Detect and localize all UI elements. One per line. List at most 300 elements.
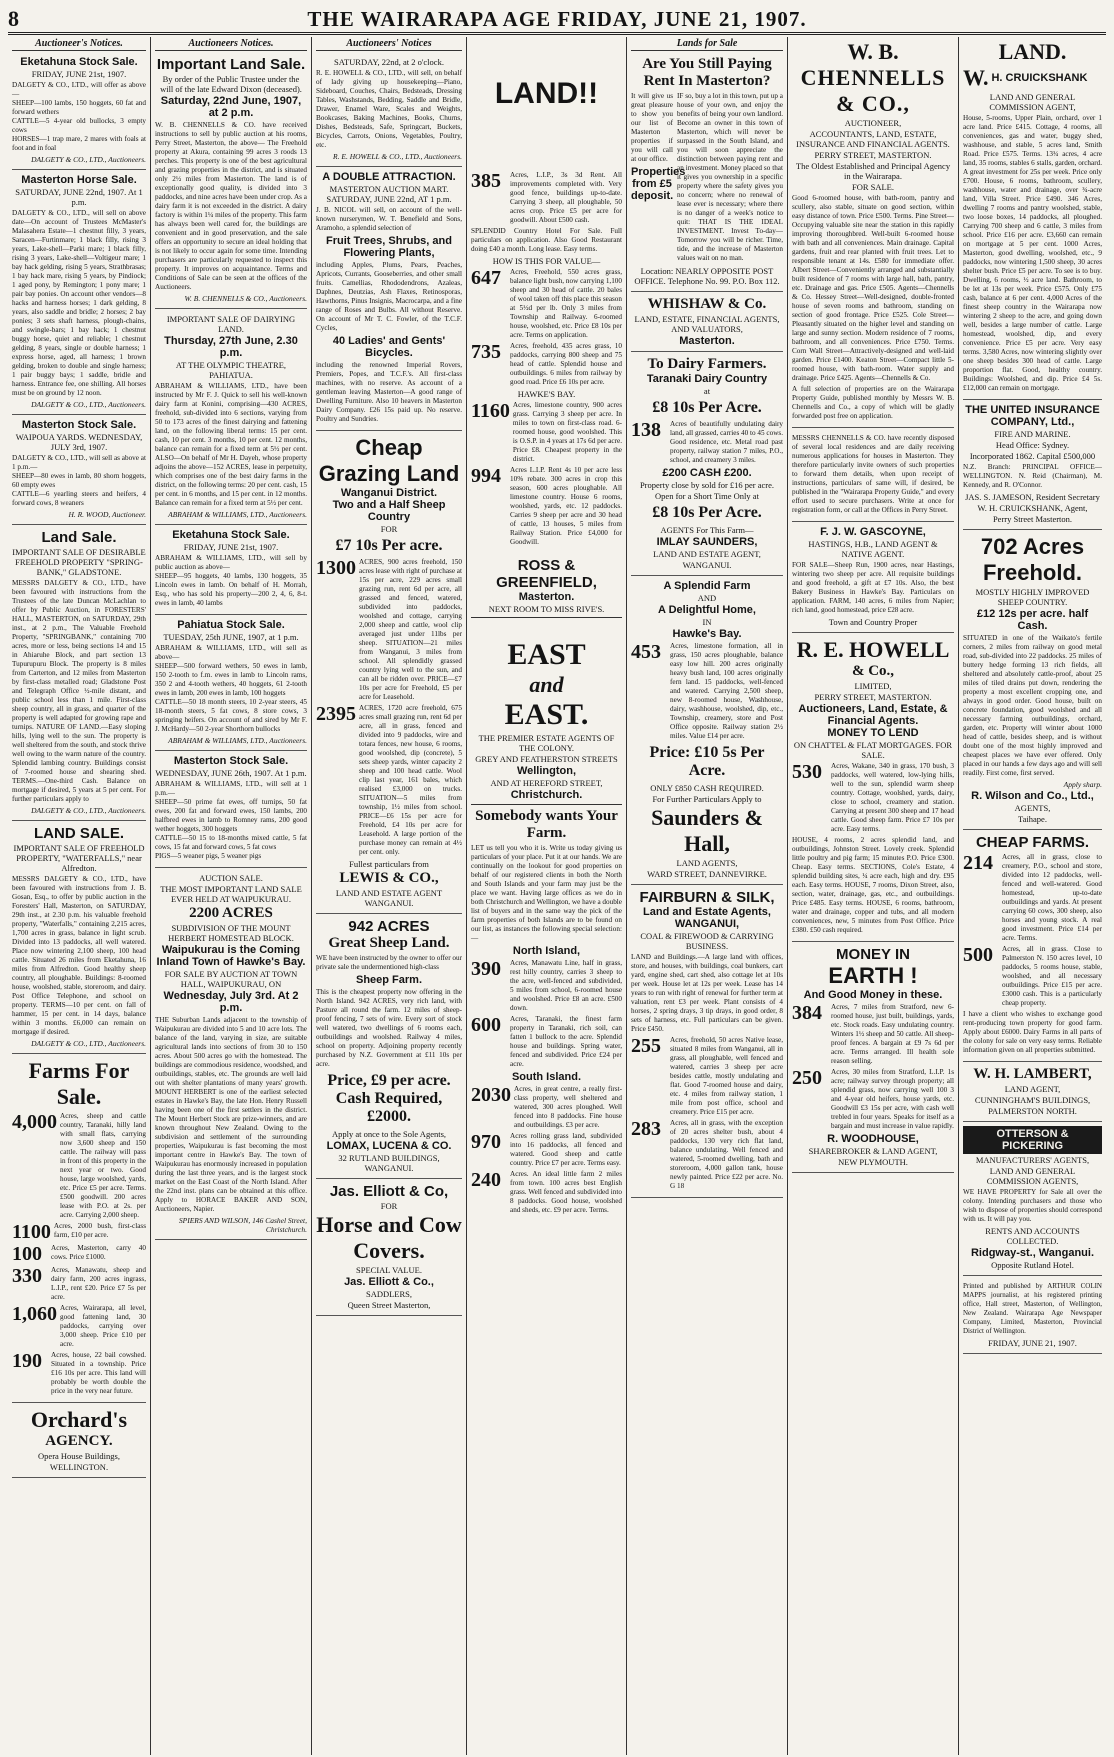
lot-number: 283	[631, 1118, 661, 1140]
ad-acres: 2200 ACRES	[189, 905, 273, 921]
ad-date: FRIDAY, JUNE 21st, 1907.	[31, 69, 127, 79]
ad-body: DALGETY & CO., LTD., will offer as above— SHEEP—100 lambs, 150 hoggets, 60 fat and forward wethers CATTLE—5 4-year old bullocks, 3 empty cows HORSES—1 trap mare, 2 mares with foals at foot and in foal	[12, 81, 146, 152]
ad-headline: Are You Still Paying Rent In Masterton?	[642, 56, 772, 89]
lot-number: 500	[963, 944, 993, 966]
ad-subhead-2: SUBDIVISION OF THE MOUNT HERBERT HOMESTEAD BLOCK.	[168, 923, 294, 943]
divider	[471, 617, 622, 618]
lot-text: Acres, L.I.P., 3s 3d Rent. All improvements completed with. Very good fence, buildings up-to-date. Carrying 3 sheep, all ploughable, 50 acres crop. Price £5 per acre for goodwill. About £500 cash.	[510, 171, 622, 224]
ad-body: ABRAHAM & WILLIAMS, LTD., have been instructed by Mr F. J. Quick to sell his well-known dairy farm at Konini, comprising—430 ACRES, freehold, sub-divided into 6 sections, varying from 50 to 173 acres of the finest dairying and fattening land, on the following liberal terms: 15 per cent. cash, 10 per cent. 3 months, 10 per cent. 12 months, balance can remain for a fixed term at 5½ per cent. ALSO—On behalf of Mr H. Dayeh, whose property adjoins the above—152 ACRES, lease in perpetuity, which comprises one of the best dairy farms in the district, on the following terms: 20 per cent. cash, 15 per cent. in 6 months, and 15 per cent. in 12 months. Balance can remain for a fixed term at 5½ per cent.	[155, 382, 307, 507]
list-item	[12, 1351, 146, 1396]
ad-headline: R. E. HOWELL	[796, 637, 950, 662]
ad-and: AND	[697, 593, 717, 603]
column-1	[8, 37, 151, 1755]
ad-body: ABRAHAM & WILLIAMS, LTD., will sell as above— SHEEP—500 forward wethers, 50 ewes in lamb, 150 2-tooth to f.m. ewes in lamb to Lincoln rams, 350 2 and 4-tooth wethers, 40 hoggets, 61 2-tooth ewes in lamb, 200 ewes in lamb, 100 hoggets CATTLE—50 18 month steers, 10 2-year steers, 45 18-month steers, 5 fat cows, 8 store cows, 3 springing heifers. On account of and sired by Mr F. J. McHardy—50 2-year Shorthorn bullocks	[155, 644, 307, 733]
lot-text: Acres. An ideal little farm 2 miles from town. 100 acres best English grass. Well fenced and subdivided into 8 paddocks. Good house, woolshed and sheds, etc. £9 per acre. Terms.	[510, 1170, 622, 1214]
lot-number: 735	[471, 341, 501, 363]
ad-address: Ridgway-st., Wanganui.	[970, 1247, 1095, 1259]
lot-text: Acres, 30 miles from Stratford, L.I.P. 1s acre; railway survey through property; all splendid grass, now carrying well 100 3 and 4-year old heifers, house yards, etc. Goodwill £3 15s per acre, with cash well trebled in four years. Speaks for itself as a bargain and must increase in value rapidly.	[831, 1068, 954, 1130]
ad-rents: RENTS AND ACCOUNTS COLLECTED.	[985, 1226, 1080, 1246]
ad-important-land-sale	[155, 54, 307, 309]
ad-double-attraction	[316, 169, 462, 431]
ad-body: WE HAVE PROPERTY for Sale all over the colony. Intending purchasers and those who wish to dispose of properties should correspond with us. It will pay you.	[963, 1188, 1102, 1223]
ad-agent: DALGETY & CO., LTD., Auctioneers.	[31, 400, 146, 409]
ad-name: H. CRUICKSHANK	[991, 72, 1088, 84]
ad-subhead: LIMITED,	[854, 681, 892, 691]
ad-headline: Masterton Stock Sale.	[173, 755, 289, 767]
ad-body: IF so, buy a lot in this town, put up a house of your own, and enjoy the benefits of being your own landlord. Become an owner in this town of Masterton, which will never be surpassed in the South Island, and you will soon appreciate the distinction between paying rent and an investment. Money placed so that it gives you ownership in a specific property where the safety gives you no concern; where no renewal of lease ever is necessary; where there is no danger of a week's notice to quit: THAT IS THE IDEAL INVESTMENT. Invest To-day—Tomorrow you will be richer. Time, tide, and the increase of Masterton values wait on no man.	[677, 92, 783, 262]
lot-number: 970	[471, 1131, 501, 1153]
lot-number: 1160	[471, 400, 510, 422]
ad-subhead: THE MOST IMPORTANT LAND SALE EVER HELD AT WAIPUKURAU.	[160, 884, 302, 904]
ad-headline: Jas. Elliott & Co,	[329, 1183, 449, 1200]
ad-body-3: including the renowned Imperial Rovers, Premiers, Popes, and T.C.F.'s. All first-class machines, with no reserve. As account of a gentleman leaving Masterton—A good range of Dwelling Furniture. Also 10 heavers in Masterton Dairy Company. £26 15s paid up. No reserve. Poultry and Sundries.	[316, 361, 462, 423]
list-item	[471, 1132, 622, 1168]
ad-date: Saturday, 22nd June, 1907, at 2 p.m.	[160, 95, 302, 119]
ad-feature-2: 40 Ladies' and Gents' Bicycles.	[332, 335, 446, 359]
printer-imprint	[963, 1278, 1102, 1354]
lot-text: Acres, limestone formation, all in grass, 150 acres ploughable, balance easy low hill. 200 acres originally heavy bush land, 100 acres originally fern land. 15 paddocks, well-fenced and watered. Carrying 2,500 sheep, new 8-roomed house, Washhouse, dairy, washhouse, woolshed, dip, etc., Township, creamery, store and Post Office opposite. Railway station 2½ miles. Value £14 per acre.	[670, 642, 783, 740]
ad-headline: F. J. W. GASCOYNE,	[820, 526, 926, 538]
lot-text: Acres of beautifully undulating dairy land, all grassed, carries 40 to 45 cows. Good residence, etc. Metal road past property, railway station 7 miles, P.O., school, and creamery 3 miles.	[670, 420, 783, 464]
ad-subhead: LAND, ESTATE, FINANCIAL AGENTS, AND VALUATORS,	[634, 314, 780, 334]
ad-subhead: LAND AND GENERAL COMMISSION AGENT,	[989, 92, 1076, 112]
ad-headline-2: AGENCY.	[45, 1433, 113, 1449]
ad-united-insurance	[963, 402, 1102, 530]
ad-agent: LEWIS & CO.,	[339, 870, 439, 886]
ad-otterson-pickering	[963, 1124, 1102, 1276]
ad-702-acres	[963, 532, 1102, 830]
ad-sidebar	[631, 90, 686, 265]
ad-masterton-stock-sale	[12, 417, 146, 525]
region-heading: HAWKE'S BAY.	[517, 389, 576, 399]
list-item	[471, 171, 622, 225]
ad-headline: 702 Acres Freehold.	[980, 534, 1085, 585]
ad-agent: Saunders & Hall,	[651, 805, 763, 856]
ad-jas-elliott	[316, 1181, 462, 1316]
ad-address: SADDLERS,	[365, 1289, 413, 1299]
section-header: Auctioneer's Notices.	[12, 37, 146, 51]
address-2: AND AT HEREFORD STREET,	[490, 778, 603, 788]
ad-agent: R. E. HOWELL & CO., LTD., Auctioneers.	[333, 152, 462, 161]
ad-agent: SPIERS AND WILSON, 146 Cashel Street, Christchurch.	[178, 1216, 307, 1234]
ad-for: FOR	[380, 524, 398, 534]
ad-town: Masterton.	[679, 335, 735, 347]
ad-note: A full selection of properties are on the Wairarapa Property Guide, published monthly by Messrs W. B. Chennells and Co., a copy of which will be gladly forwarded post free on application.	[792, 385, 954, 420]
lot-text: Acres, 7 miles from Stratford, new 6-roomed house, just built, buildings, yards, etc. Stock roads. Easy undulating country. Winters 1½ sheep and 50 cattle. All sheep-proof fences. A bargain at £9 7s 6d per acre. Terms arranged. Ill health sole reason selling.	[831, 1003, 954, 1065]
ad-942-acres	[316, 916, 462, 1179]
ad-town: WANGANUI.	[682, 560, 732, 570]
address-1: GREY AND FEATHERSTON STREETS	[475, 754, 618, 764]
ad-town: PALMERSTON NORTH.	[988, 1106, 1077, 1116]
ad-orchards-agency	[12, 1405, 146, 1478]
ad-subhead-2: CUNNINGHAM'S BUILDINGS,	[974, 1095, 1091, 1105]
ad-money: MONEY TO LEND	[827, 727, 919, 739]
section-header: Lands for Sale	[631, 37, 783, 51]
north-island-heading: North Island,	[512, 945, 581, 957]
ad-headline: To Dairy Farmers.	[647, 356, 767, 372]
ad-price: Price, £9 per acre. Cash Required, £2000.	[327, 1072, 451, 1125]
ad-price: £12 12s per acre. half Cash.	[976, 608, 1089, 632]
ad-agent: IMLAY SAUNDERS,	[656, 536, 758, 548]
ad-subhead: LAND AGENT,	[1004, 1084, 1061, 1094]
ad-subhead: Wanganui District.	[340, 487, 438, 499]
and-headline: and	[529, 672, 564, 697]
lot-text: Acres, all in grass, with the exception of 20 acres shelter bush, about 4 paddocks, 130 very rich flat land, balance undulating. Well fenced and watered, 5-roomed dwelling, bath and storeroom, 4,000 gallon tank, house newly painted. Price £22 per acre. No. G 18	[670, 1119, 783, 1190]
ad-money-in-earth	[792, 944, 954, 1173]
ad-price-2: £8 10s Per Acre.	[652, 504, 762, 521]
ad-town: Queen Street Masterton,	[347, 1300, 431, 1310]
ad-subhead-2: Fullest particulars from	[349, 859, 429, 869]
list-item	[471, 1085, 622, 1130]
ad-town: Taihape.	[1018, 814, 1047, 824]
ad-feature: Fruit Trees, Shrubs, and Flowering Plants,	[326, 235, 452, 259]
lot-text: Acres, sheep and cattle country, Taranaki, hilly land with small flats, carrying now 3,600 sheep and 150 cattle. The railway will pass in front of this property in the next year or two. Good house, large woolshed, yards, etc. Price £5 per acre. Terms. £500 goodwill. 200 acres lease with P.O. at 2s. per acre. Carrying 2,000 sheep.	[60, 1112, 146, 1219]
ad-subhead: FIRE AND MARINE.	[994, 429, 1071, 439]
lot-number: 600	[471, 1014, 501, 1036]
lot-text: Acres, Wakane, 340 in grass, 170 bush, 3 paddocks, well watered, low-lying hills, well to the sun, splendid warm sheep country. Cottage, woolshed, yards, dairy, close to school, creamery and station. Carrying at present 300 sheep and 17 head cattle. Good sheep farm. Price £7 10s per acre. Easy terms.	[831, 762, 954, 833]
lot-number: 1300	[316, 557, 356, 579]
ad-note-3: AGENTS For This Farm—	[660, 525, 754, 535]
lot-number: 100	[12, 1243, 42, 1265]
ad-body: N.Z. Branch: PRINCIPAL OFFICE—WELLINGTON. N. Reid (Chairman), M. Kennedy, and R. O'Connor.	[963, 463, 1102, 489]
page-number: 8	[8, 6, 19, 31]
ad-subhead: HASTINGS, H.B., LAND AGENT & NATIVE AGENT.	[808, 539, 938, 559]
ad-subhead: And Good Money in these.	[803, 989, 943, 1001]
ad-agent-2: LAND AGENTS,	[676, 858, 738, 868]
agent-town: Masterton.	[518, 591, 575, 603]
ad-body: MESSRS CHENNELLS & CO. have recently disposed of several local residences and are daily receiving numerous applications for houses in Masterton. They therefore particularly invite owners of such properties to forward them details, when upon receipt of instructions, particulars of same will, if desired, be published in the "Wairarapa Property Guide," and every effort used to secure purchasers. Write at once for registration form, or call at the Offices in Perry Street.	[792, 434, 954, 514]
ad-agent: W. H. CRUICKSHANK, Agent,	[977, 503, 1088, 513]
ad-eketahuna-stock-sale-2	[155, 527, 307, 615]
masthead	[8, 6, 1106, 35]
land-headline: LAND!!	[494, 77, 599, 110]
ad-date: TUESDAY, 25th JUNE, 1907, at 1 p.m.	[163, 632, 299, 642]
list-item	[12, 1222, 146, 1242]
ad-fairburn-silk	[631, 887, 783, 1198]
ad-gascoyne	[792, 524, 954, 633]
ad-cruickshank	[963, 37, 1102, 400]
list-item	[963, 945, 1102, 1008]
ad-subhead: IMPORTANT SALE OF DESIRABLE FREEHOLD PROPERTY "SPRING-BANK," GLADSTONE.	[12, 547, 146, 577]
lot-text: Acres, freehold, 50 acres Native lease, situated 8 miles from Wanganui, all in grass, all ploughable, well fenced and watered, carries 3 sheep per acre besides cattle, mostly undulating and flat. Good 7-roomed house and dairy, etc. 4 miles from railway station, 1 mile from post office, school and creamery. Price £15 per acre.	[670, 1036, 783, 1116]
ad-subhead: Land and Estate Agents, WANGANUI,	[643, 906, 771, 930]
lot-number: 250	[792, 1067, 822, 1089]
section-header: Auctioneers Notices.	[155, 37, 307, 51]
hotel-notice: SPLENDID Country Hotel For Sale. Full particulars on application. Also Good Restaurant doing £40 a month. Long lease. Easy terms.	[471, 227, 622, 253]
ad-agent: Jas. Elliott & Co.,	[344, 1276, 434, 1288]
ad-cheap-grazing-land	[316, 433, 462, 914]
ad-at: at	[703, 386, 711, 396]
list-item	[471, 268, 622, 340]
ad-price: £7 10s Per acre.	[335, 537, 443, 554]
ad-body-2: This is the cheapest property now offering in the North Island. 942 ACRES, very rich land, with Pasture all round the farm. 12 miles of sheep-proof fencing, 7 sets of wire. Every sort of stock well watered, two dwellings of 6 rooms each, outbuildings and woolshed. Railway 4 miles, school on property. Adjoining property recently purchased by N.Z. Government at £11 10s per acre.	[316, 988, 462, 1068]
lot-text: Acres, all in grass. Close to Palmerston N. 150 acres level, 10 paddocks, 5 rooms house, stable, woolshed, and all necessary outbuildings. Price £15 per acre. £3000 cash. This is a particularly cheap property.	[1002, 945, 1102, 1007]
ad-subhead-2: LAND AND GENERAL COMMISSION AGENTS,	[986, 1166, 1079, 1186]
lot-number: 240	[471, 1169, 501, 1191]
ad-date: Wednesday, July 3rd. At 2 p.m.	[163, 990, 299, 1014]
ad-subhead: IMPORTANT SALE OF FREEHOLD PROPERTY, "WATERFALLS," near Alfredton.	[13, 843, 145, 873]
list-item	[471, 1015, 622, 1069]
city-1: Wellington,	[516, 765, 577, 777]
ad-agent: LOMAX, LUCENA & CO.	[326, 1140, 452, 1152]
column-4	[467, 37, 627, 1755]
ad-subhead-2: COAL & FIREWOOD & CARRYING BUSINESS.	[640, 931, 774, 951]
ad-headline: LAND SALE.	[34, 825, 124, 842]
ad-subhead: AUCTIONEER,	[844, 118, 902, 128]
lot-text: ACRES, 1720 acre freehold, 675 acres small grazing run, rent 6d per acre, all in grass, fenced and divided into 9 paddocks, wire and totara fences, new house, 6 rooms, good woolshed, dip (concrete), 5 sets sheep yards, winter capacity 2 sheep and 100 head cattle. Wool clip last year, 161 bales, which realised £3,000 on trucks. SITUATION—5 miles from township, 1½ miles from school. PRICE—£6 15s per acre for Freehold, £4 10s per acre for Leasehold. A large portion of the purchase money can remain at 4½ per cent. only.	[359, 704, 462, 856]
ad-body: House, 5-rooms, Upper Plain, orchard, over 1 acre land. Price £415. Cottage, 4 rooms, all conveniences, gas and water, buggy shed, washhouse, and stable, 5 acres land, Smith Road. Price £575. Terms. 13¾ acres, 4 acre land, 35 rooms, stables 6 stalls, garden, orchard. A great investment for 25s per week. Price only £700. House, 6 rooms, bathroom, scullery, washhouse, water and drainage, over ¾-acre land, Villa Street. Price £490. 346 Acres, dwelling 7 rooms and pantry woolshed, stable, two loose boxes, 14 paddocks, all ploughed. Carrying 700 sheep and 6 cattle, 3 miles from school. Price £16 per acre. £3,660 can remain on mortgage at 5 per cent. 1000 Acres, Masterton, good dwelling, woolshed, etc., 9 paddocks, now wintering 1,500 sheep, 30 acres shelter bush. Price £5 per acre. To see is to buy. Dwelling, 6 rooms, ½ acre land. Bathroom, to be let at 13s per week. Price £575. Only £75 cash, balance at 6 per cent. 4,000 Acres of the finest sheep country in the Wairarapa now wintering 2 sheep to the acre, and going down well, besides a large number of cattle. Large homestead, woolshed, dip, and every convenience. Price £5 per acre. Very easy terms. 3,580 Acres, now wintering slightly over one sheep besides 300 head of cattle. Large proportion flat. Good, healthy country. Buildings: Woolshed, and dip. Price £4 5s. £12,000 can remain on mortgage.	[963, 114, 1102, 392]
lot-text: Acres, Freehold, 550 acres grass, balance light bush, now carrying 1,100 sheep and 30 head of cattle. 20 bales of wool taken off this place this season at 5½d per lb. Only 3 miles from Township and Railway. 6-roomed house, woolshed, etc. Price £8 10s per acre. Terms on application.	[510, 268, 622, 339]
ad-headline: Masterton Horse Sale.	[21, 174, 137, 186]
lot-text: Acres rolling grass land, subdivided into 16 paddocks, all fenced and watered. Good sheep and cattle country. Price £7 per acre. Terms easy.	[510, 1132, 622, 1167]
ad-feature: Sheep Farm.	[355, 974, 423, 986]
lot-number: 453	[631, 641, 661, 663]
ad-agent: ABRAHAM & WILLIAMS, LTD., Auctioneers.	[168, 510, 307, 519]
ad-subhead: SPECIAL VALUE.	[356, 1265, 422, 1275]
ad-deposit: Properties from £5 deposit.	[631, 166, 686, 202]
ad-body: J. B. NICOL will sell, on account of the well-known nurserymen, W. T. Benefield and Sons, Aramoho, a splendid selection of	[316, 206, 462, 232]
ad-headline: CHEAP FARMS.	[975, 834, 1090, 851]
ad-date: SATURDAY, 22nd, at 2 o'clock.	[334, 57, 444, 67]
lot-number: 190	[12, 1350, 42, 1372]
lot-text: Acres, all in grass, close to creamery, P.O., school and store, divided into 12 paddocks, well-fenced and well-watered. Good homestead, up-to-date outbuildings and yards. At present carrying 60 cows, 300 sheep, also horses and young stock. A real good investment. Price £14 per acre. Terms.	[1002, 853, 1102, 942]
ad-body: THE Suburban Lands adjacent to the township of Waipukurau are divided into 5 and 10 acre lots. The balance of the land, varying in size, are suitable agricultural lands into sections of from 30 to 150 acres. About 500 acres go with the homestead. The buildings are commodious residence, woodshed, and outbuildings, stables, etc. The grounds are well laid out with shelter plantations of many years' growth. MOUNT HERBERT is one of the earliest selected estates in Hawke's Bay, the late Hon. Henry Russell having been one of the first settlers in the district. The Mount Herbert Stock are prize-winners, and are known throughout New Zealand. Owing to the subdivision and settlement of the surrounding properties, Waipukurau is fast becoming the most important centre in Hawke's Bay. The town of Waipukurau has enormously increased in population during the last three years, and is the largest stock market on the East Coast of the North Island. After the 22nd inst. plans can be obtained at this office. Apply to HORACE BAKER AND SON, Auctioneers, Napier.	[155, 1016, 307, 1213]
wants-body: LET us tell you who it is. Write us today giving us particulars of your place. Put it at our hands. We are continually on the lookout for good properties on behalf of our registered clients in both the North and South Islands and your farm may just be the place we want. Having large offices as we do in both Christchurch and Wellington, we have a double list of buyers and in the same way the pick of the farm properties of both Islands are to be found on our list, as instances the following special selection:—	[471, 844, 622, 942]
ad-body: I have a client who wishes to exchange good rent-producing town property for good farm. Apply about £6000. Dairy Farms in all parts of the colony for sale on very easy terms. Reliable information given on all properties submitted.	[963, 1010, 1102, 1054]
ad-body: MESSRS DALGETY & CO., LTD., have been favoured with instructions from the Trustees of the late Duncan McLachlan to offer by Public Auction, in FORESTERS' HALL, MASTERTON, on SATURDAY, 29th inst., at 2 p.m., The Valuable Freehold Property, "SPRINGBANK," containing 700 acres, more or less, being sections 14 and 15 in Ahiaruhe Block, and part section 13 Tupurupuru Block. The property is 8 miles from Carterton, and 12 miles from Masterton by first-class metalled road; Gladstone Post and Telegraph Office ½-mile distant, and public school less than 1 mile. First-class sheep country, all in grass, and quarter of the property is well adapted for growing rape and turnips. NATURE OF LAND.—Easy sloping hills, lying well to the sun. The property is well sheltered from the south, and stock thrive well owing to the warm nature of the country. Splendid lambing country. Buildings consist of 7-roomed house and shearing shed. TERMS.—One-third Cash. Balance on mortgage if desired, 5 years at 5 per cent. For further particulars apply to	[12, 579, 146, 803]
lot-text: Acres, freehold, 435 acres grass, 10 paddocks, carrying 800 sheep and 75 head of cattle. Splendid house and outbuildings. 6 miles from railway by good road. Price £6 10s per acre.	[510, 342, 622, 386]
ad-agent-2: SHAREBROKER & LAND AGENT,	[808, 1146, 938, 1156]
lot-number: 214	[963, 852, 993, 874]
list-item	[963, 853, 1102, 943]
ad-agent-2: LAND AND ESTATE AGENT WANGANUI.	[335, 888, 443, 908]
ad-headline: A Splendid Farm	[663, 580, 751, 592]
list-item	[316, 558, 462, 702]
east-headline-2: EAST.	[504, 698, 589, 731]
ad-headline: Pahiatua Stock Sale.	[177, 619, 285, 631]
ad-headline: Eketahuna Stock Sale.	[172, 529, 290, 541]
ad-body: Good 6-roomed house, with bath-room, pantry and scullery, also stable, situate on good section, within easy distance of town. Price £500. Terms. Pine Street—Occupying valuable site near the station in this rapidly improving thoroughbred. Well-built 6-roomed house with bath and all conveniences. Main drainage. Capital gardens, fruit and rear planted with fruit trees. Let to responsible tenant at 14s. £580 for immediate offer. Albert Street—Conveniently arranged and substantially built residence of 7 rooms with large hall, bath, pantry, etc. Drainage and gas. Price £505. Agents—Chennells & Co. Hessey Street—Well-designed, double-fronted house of seven rooms and bathroom, standing on section of good frontage. Price £525. Cole Street—Pleasantly situated on the higher level and standing on large and sunny section. Modern residence of 7 rooms, bathroom, and all conveniences. Price £750. Terms. Corn Wall Street—Attractively-designed and well-laid garden. Price £1400. Keaton Street—Compact little 5-roomed house, with bath-room. Water supply and drainage. Price £425. Agents—Chennells & Co.	[792, 194, 954, 382]
list-item	[792, 1003, 954, 1066]
ad-subhead-3: ON CHATTEL & FLAT MORTGAGES. FOR SALE.	[793, 740, 953, 760]
ad-headline: IMPORTANT SALE OF DAIRYING LAND.	[166, 314, 296, 334]
lot-number: 1100	[12, 1221, 51, 1243]
ad-headline-2: & Co.,	[851, 663, 895, 679]
ad-headline: Eketahuna Stock Sale.	[20, 56, 138, 68]
column-2	[151, 37, 312, 1755]
ad-headline: Masterton Stock Sale.	[21, 419, 137, 431]
ad-headline: MONEY IN	[836, 946, 910, 963]
ad-headline-2: Grazing Land	[318, 461, 460, 486]
ad-household-sale	[316, 54, 462, 167]
list-item	[471, 1170, 622, 1215]
ad-subhead-2: Head Office: Sydney.	[995, 440, 1070, 450]
ad-subhead-3: The Oldest Established and Principal Agency in the Wairarapa.	[795, 161, 951, 181]
value-heading: HOW IS THIS FOR VALUE—	[492, 256, 601, 266]
list-item	[631, 1119, 783, 1191]
ad-forsale: FOR SALE.	[851, 182, 895, 192]
ad-headline: THE UNITED INSURANCE COMPANY, Ltd.,	[965, 404, 1100, 428]
ad-subhead: MANUFACTURERS' AGENTS,	[975, 1155, 1090, 1165]
premier-tagline: THE PREMIER ESTATE AGENTS OF THE COLONY.	[478, 733, 615, 753]
ad-date: WAIPOUA YARDS. WEDNESDAY, JULY 3rd, 1907.	[15, 432, 143, 452]
lot-number: 384	[792, 1002, 822, 1024]
list-item	[12, 1266, 146, 1302]
lot-number: 4,000	[12, 1111, 57, 1133]
lot-number: 330	[12, 1265, 42, 1287]
ad-body: DALGETY & CO., LTD., will sell on above date—On account of Trustees McMaster's Malasahera Estate—1 chestnut filly, 3 years, Saracen—Furtinmare; 1 black filly, rising 3 years, Lake-shell—Parki mare; 1 black filly, rising 3 years, Lake-shell—Voltigeur mare; 1 bay hack gelding, rising 5 years, Strathbrasas; 1 bay hack mare, rising 5 years, by Pindiock; 1 aged pony, by Remington; 1 pony mare; 1 pair bay ponies. On account other vendors—8 hacks and harness horses; 1 dark gelding, 8 years, also saddle and bridle; 2 horses; 2 bay ponies; 3 sets shaft harness, plough-chains, and swingle-bars; 1 bay hack; 1 chestnut buggy horse, quiet and reliable; 1 chestnut gelding, 8 years, single or double harness; 1 express horse, aged, all harness; 1 brown gelding, broken to double and single harness; 1 pair buggy bays; 1 saddle, bridle and harness. Entrance fee, one shilling. All horses must be on ground by 12 noon.	[12, 209, 146, 397]
wants-headline: Somebody wants Your Farm.	[475, 808, 618, 841]
ad-headline-2: A Delightful Home,	[658, 604, 756, 616]
ad-subhead-2: Town and Country Proper	[828, 617, 918, 627]
list-item	[316, 704, 462, 857]
lot-number: 385	[471, 170, 501, 192]
ad-headline: Land Sale.	[41, 529, 117, 546]
lot-number: 2395	[316, 703, 356, 725]
section-header: Auctioneers' Notices	[316, 37, 462, 51]
ad-masterton-stock-sale-2	[155, 753, 307, 868]
list-item	[631, 642, 783, 741]
lot-number: 2030	[471, 1084, 511, 1106]
ad-eketahuna-stock-sale	[12, 54, 146, 170]
lot-text: Acres, in great centre, a really first-class property, well sheltered and watered, 300 acres ploughed. Well fenced into 8 paddocks. Fine house and outbuildings. £3 per acre.	[514, 1085, 622, 1129]
ad-in: IN	[702, 617, 712, 627]
columns	[8, 37, 1106, 1755]
ad-headline: W. B.	[847, 39, 899, 64]
ad-dairying-land-sale	[155, 311, 307, 525]
imprint-body: Printed and published by ARTHUR COLIN MAPPS journalist, at his registered printing office, Hall street, Masterton, of Wellington, New Zealand. Wairarapa Age Newspaper Company, Limited, Masterton, Provincial District of Wellington.	[963, 1282, 1102, 1335]
ad-apply: Apply sharp.	[1063, 780, 1102, 789]
ad-town: WELLINGTON.	[49, 1462, 109, 1472]
ad-agent: R. WOODHOUSE,	[827, 1133, 919, 1145]
ad-layout	[631, 90, 783, 265]
ad-subhead: AT THE OLYMPIC THEATRE, PAHIATUA.	[175, 360, 287, 380]
ad-location: Location: NEARLY OPPOSITE POST OFFICE. Telephone No. 99. P.O. Box 112.	[634, 266, 780, 286]
ad-address: WARD STREET, DANNEVIRKE.	[647, 869, 767, 879]
list-item	[12, 1244, 146, 1264]
ad-masterton-horse-sale	[12, 172, 146, 415]
ad-date: WEDNESDAY, JUNE 26th, 1907. At 1 p.m.	[155, 768, 307, 778]
ad-headline: OTTERSON & PICKERING	[963, 1126, 1102, 1154]
ad-agent: DALGETY & CO., LTD., Auctioneers.	[31, 155, 146, 164]
ad-headline-3: Hawke's Bay.	[672, 628, 742, 640]
ad-agent: ABRAHAM & WILLIAMS, LTD., Auctioneers.	[168, 736, 307, 745]
lot-number: 255	[631, 1035, 661, 1057]
lot-number: 138	[631, 419, 661, 441]
ad-date: FRIDAY, JUNE 21st, 1907.	[183, 542, 279, 552]
list-item	[471, 342, 622, 387]
lot-text: ACRES, 900 acres freehold, 150 acres lease with right of purchase at 15s per acre, 229 acres small grazing run, rent 6d per acre, all grassed and fenced, watered, subdivided into paddocks, woolshed and cottage, carrying 2,000 sheep and cattle, wool clip averaged just under 11lbs per sheep. SITUATION—21 miles from Wanganui, 3 miles from school. All splendidly grassed country lying well to the sun, and can all be ridden over. PRICE—£7 10s per acre for Freehold, £5 per acre for Leasehold.	[359, 558, 462, 701]
ad-headline-2: EARTH !	[828, 963, 918, 988]
ad-note: For Further Particulars Apply to	[652, 794, 762, 804]
lot-number: 1,060	[12, 1303, 57, 1325]
ad-secretary: JAS. S. JAMESON, Resident Secretary	[965, 492, 1100, 502]
ad-address: 32 RUTLAND BUILDINGS, WANGANUI.	[338, 1153, 440, 1173]
ad-cash: ONLY £850 CASH REQUIRED.	[650, 783, 764, 793]
column-6	[788, 37, 959, 1755]
ad-waipukurau-auction	[155, 870, 307, 1240]
lot-text: Acres, Manawatu, sheep and dairy farm, 200 acres ingrass, L.I.P., rent £20. Price £7 5s per acre.	[51, 1266, 146, 1301]
ad-agent: W. B. CHENNELLS & CO., Auctioneers.	[184, 294, 307, 303]
ad-subhead-3: FOR SALE BY AUCTION AT TOWN HALL, WAIPUKURAU, ON	[164, 969, 298, 989]
ad-feature: Horse and Cow Covers.	[316, 1212, 462, 1263]
list-item	[631, 1036, 783, 1117]
ad-re-howell	[792, 635, 954, 942]
ad-body: R. E. HOWELL & CO., LTD., will sell, on behalf of lady giving up housekeeping—Piano, Sideboard, Couches, Chairs, Bedsteads, Dressing Tables, Washstands, Bedding, Saddle and Bridle, Drawer, Enamel Ware, Scales and Weights, Bookcases, Baking Machines, Books, Churns, Dishes, Bedsteads, Safe, Springcart, Buckets, Bicycles, Carrots, Onions, Vegetables, Poultry, etc.	[316, 69, 462, 149]
ad-subhead-2: ACCOUNTANTS, LAND, ESTATE, INSURANCE AND FINANCIAL AGENTS.	[796, 129, 950, 149]
ad-body: FOR SALE—Sheep Run, 1900 acres, near Hastings, wintering two sheep per acre. All requisite buildings and good freehold, a gift at £7 10s. Also, the best Bakery Business in Hawke's Bay. Particulars on application. FARM, 140 acres, 6 miles from Napier; rich land, good homestead, price £28 acre.	[792, 561, 954, 614]
city-2: Christchurch.	[510, 789, 583, 801]
ad-price: Price: £10 5s Per Acre.	[649, 744, 765, 779]
ad-body: LAND and Buildings.—A large land with offices, store, and houses, with buildings, coal bunkers, cart yard, engine shed, cart shed, also cottage let at 10s per week. House let at 12s per week. Lease has 14 years to run with right of renewal for further term at valuation, rent £3 per week. Plant consists of 4 horses, 2 spring drays, 3 tip drays, in good order, 8 sets of harness, etc. Full particulars can be given. Price £450.	[631, 953, 783, 1033]
ad-headline: 942 ACRES	[348, 918, 430, 935]
ad-subhead: Apply at once to the Sole Agents,	[331, 1129, 447, 1139]
ad-body: SITUATED in one of the Waikato's fertile corners, 2 miles from railway on good metal road, sub-divided into 22 paddocks. 25 miles of buttery hedge forming 13 rich fields, all sheltered and absolutely cattle-proof, about 25 miles of tiled drains put down, rendering the property a most excellent cropping one, and always in good order. Good house, built on concrete foundation, good woolshed and all necessary farming outbuildings, orchard, garden, etc. Property will winter about 1000 head of cattle, besides sheep, and is without doubt one of the most highly improved and cheapest places we have ever offered. Only placed in our hands a few days ago and will sell readily. First come, first served.	[963, 634, 1102, 777]
lot-text: Acres, Wairarapa, all level, good fattening land, 30 paddocks, carrying over 3,000 sheep. Price £10 per acre.	[60, 1304, 146, 1348]
ad-body: ABRAHAM & WILLIAMS, LTD., will sell at 1 p.m.— SHEEP—50 prime fat ewes, off turnips, 50 fat ewes, 200 fat and forward ewes, 150 lambs, 200 halfbred ewes in lamb to Romney rams, 200 good wether hoggets, 300 hoggets CATTLE—50 15 to 18-months mixed cattle, 5 fat cows, 15 fat and forward cows, 5 fat cows PIGS—5 weaner pigs, 5 weaner pigs	[155, 780, 307, 860]
ad-note-2: Open for a Short Time Only at	[655, 491, 759, 501]
lot-number: 647	[471, 267, 501, 289]
ad-headline: LAND.	[998, 39, 1067, 64]
ad-subhead: By order of the Public Trustee under the will of the late Edward Dixon (deceased).	[160, 74, 302, 94]
ad-cheap-farms	[963, 832, 1102, 1062]
divider	[471, 804, 622, 805]
ad-for: FOR	[380, 1201, 398, 1211]
column-5	[627, 37, 788, 1755]
ad-headline: Cheap	[355, 435, 423, 460]
ad-body: ABRAHAM & WILLIAMS, LTD., will sell by public auction as above— SHEEP—95 hoggets, 40 lambs, 130 hoggets, 35 Lincoln ewes in lamb. On behalf of H. Morrah, Esq., who has sold his property—200 2, 4, 6, 8-t. ewes in lamb, 40 lambs	[155, 554, 307, 607]
column-3	[312, 37, 467, 1755]
ad-headline: WHISHAW & Co.	[647, 296, 767, 312]
ad-note: Property close by sold for £16 per acre.	[639, 480, 775, 490]
lot-text: Acres, Manawatu Line, half in grass, rest hilly country, carries 3 sheep to the acre, well-fenced and subdivided, 5 miles from school, 6-roomed house and woolshed. Price £8 an acre. £500 down.	[510, 959, 622, 1012]
ad-headline-2: Great Sheep Land.	[328, 935, 450, 951]
ad-date: SATURDAY, JUNE 22nd, 1907. At 1 p.m.	[15, 187, 143, 207]
column-7	[959, 37, 1106, 1755]
lot-text: Acres, Masterton, carry 40 cows. Price £1000.	[51, 1244, 146, 1261]
ad-name-row	[963, 65, 1102, 91]
ad-subhead: MOSTLY HIGHLY IMPROVED SHEEP COUNTRY.	[975, 587, 1090, 607]
ad-agent: DALGETY & CO., LTD., Auctioneers.	[31, 806, 146, 815]
east-headline: EAST	[507, 638, 586, 671]
list-item	[792, 1068, 954, 1131]
lot-text: Acres, 2000 bush, first-class farm, £10 per acre.	[53, 1222, 146, 1239]
ad-land-sale-springbank	[12, 527, 146, 821]
ad-body: MESSRS DALGETY & CO., LTD., have been favoured with instructions from J. B. Gosan, Esq., to offer by public auction in the Foresters' Hall, Masterton, on SATURDAY, 29th inst., at 2.30 p.m. his valuable freehold property, "Waterfalls," containing 2,215 acres, 1,700 acres in grass, balance in light scrub. Divided into 13 paddocks, all well watered. Place now wintering 2,100 sheep, 100 head cattle. Situated 26 miles from Eketahuna, 16 miles from Alfredton. Good healthy sheep country, all ploughable. Buildings: 8-roomed house, woolshed, stable, storeroom, and dairy. Post Office Telephone, and school on property. TERMS—10 per cent. on fall of hammer, 15 per cent. in 14 days, balance within 3 months. £6,000 can remain on mortgage if desired.	[12, 875, 146, 1036]
ad-address: PERRY STREET, MASTERTON.	[814, 150, 932, 160]
ad-splendid-farm	[631, 578, 783, 885]
ad-subhead: Taranaki Dairy Country	[646, 373, 768, 385]
ad-price: £8 10s Per Acre.	[652, 399, 762, 416]
ad-address-2: Opposite Rutland Hotel.	[991, 1260, 1074, 1270]
lot-number: 530	[792, 761, 822, 783]
lot-text: Acres, limestone country, 900 acres grass. Carrying 3 sheep per acre. In miles to town on first-class road. 6-roomed house, good woolshed. This is O.S.P. in 4 years at 17s 6d per acre. Price £8. Cheapest property in the district.	[512, 401, 622, 463]
ad-agent-2: LAND AND ESTATE AGENT,	[653, 549, 761, 559]
list-item	[12, 1304, 146, 1349]
list-item	[471, 959, 622, 1013]
ad-feature: Two and a Half Sheep Country	[332, 499, 446, 523]
ad-incorporated: Incorporated 1862. Capital £500,000	[969, 451, 1096, 461]
ad-headline: W. H. LAMBERT,	[973, 1066, 1092, 1082]
ad-feature: Waipukurau is the Coming Inland Town of Hawke's Bay.	[156, 944, 306, 968]
ad-agent: R. Wilson and Co., Ltd.,	[971, 790, 1094, 802]
ad-body: DALGETY & CO., LTD., will sell as above at 1 p.m.— SHEEP—80 ewes in lamb, 80 shorn hoggets, 60 empty ewes CATTLE—6 yearling steers and heifers, 4 forward cows, 8 weaners	[12, 454, 146, 507]
ad-side-text: It will give us great pleasure to show you our list of Masterton properties if you will call at our office.	[631, 92, 673, 163]
ad-cash: £200 CASH £200.	[662, 467, 752, 479]
lot-text: Acres, Taranaki, the finest farm property in Taranaki, rich soil, can fatten 1 bullock to the acre. Splendid house and buildings. Spring water, fenced and subdivided. Price £24 per acre.	[510, 1015, 622, 1068]
ad-headline: Orchard's	[30, 1407, 128, 1432]
list-item	[792, 762, 954, 834]
